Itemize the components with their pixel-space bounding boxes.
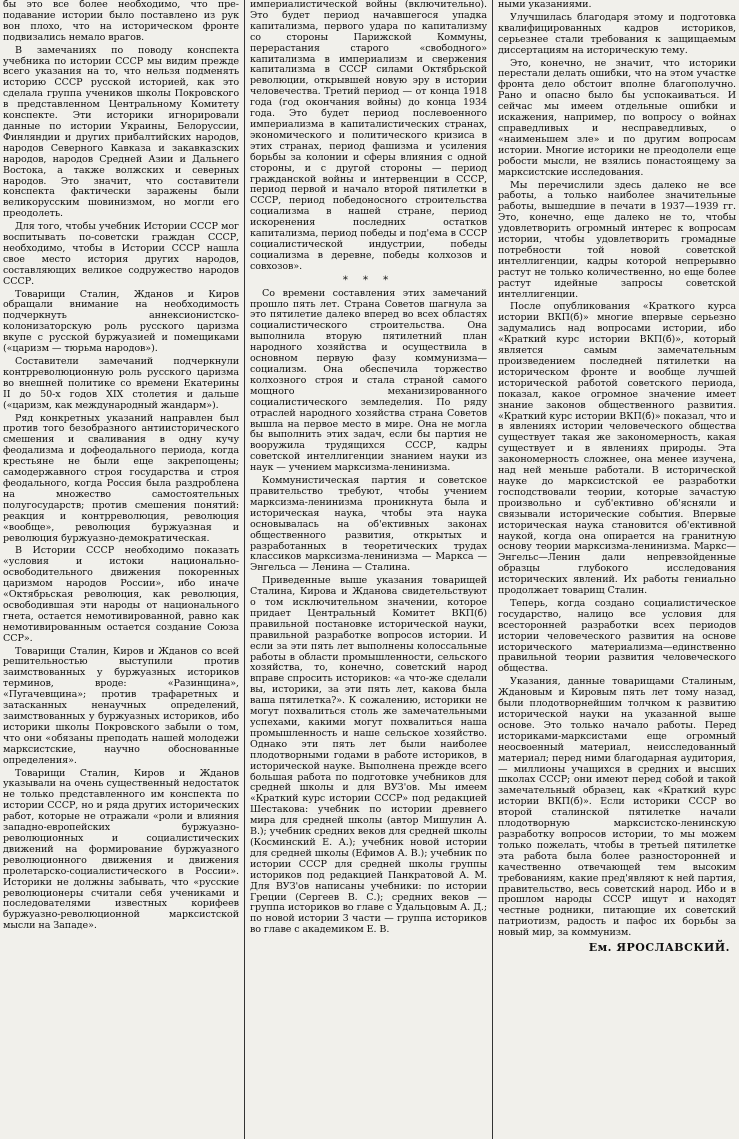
paragraph: Ряд конкретных указаний направлен был против того безобразного антиисторического смешения и сваливания в одну кучу феодализма и дофеодального периода, когда крестьяне не были еще закрепощены; самодержавного строя государства и строя феодального, когда Россия была раздроблена на множество самостоятельных полугосударств; против смешения понятий: реакция и контрреволюция, революция «вообще», революция буржуазная и революция буржуазно-демократическая. bbox=[3, 412, 239, 544]
paragraph: Для того, чтобы учебник Истории СССР мог воспитывать по-советски граждан СССР, необходимо, чтобы в Истории СССР нашла свое место история других народов, составляющих великое содружество народов СССР. bbox=[3, 221, 239, 287]
author-signature: Ем. ЯРОСЛАВСКИЙ. bbox=[588, 941, 730, 955]
paragraph: империалистической войны (включительно). Это будет период начавшегося упадка капитализма, первого удара по капитализму со стороны Парижской Коммуны, перерастания старого «свободного» капитализма в империализм и свержения капитализма в СССР силами Октябрьской революции, открывшей новую эру в истории человечества. Третий период — от конца 1918 года (год окончания войны) до конца 1934 года. Это будет период послевоенного империализма в капиталистических странах, экономического и политического кризиса в этих странах, период фашизма и усиления борьбы за колонии и сферы влияния с одной стороны, и с другой стороны — период гражданской войны и интервенции в СССР, период первой и начало второй пятилетки в СССР, период победоносного строительства социализма в нашей стране, период искоренения последних остатков капитализма, период победы и под'ема в СССР социалистической индустрии, победы социализма в деревне, победы колхозов и совхозов». bbox=[250, 0, 487, 272]
paragraph: Коммунистическая партия и советское правительство требуют, чтобы учением марксизма-ленинизма проникнута была и историческая наука, чтобы эта наука основывалась на об'ективных законах общественного развития, открытых и разработанных в теоретических трудах классиков марксизма-ленинизма — Маркса — Энгельса — Ленина — Сталина. bbox=[250, 475, 487, 574]
column-divider bbox=[492, 0, 493, 1139]
paragraph: В Истории СССР необходимо показать «условия и истоки национально-освободительного движения покоренных царизмом народов России», ибо иначе «Октябрьская революция, как революция, освободившая эти народы от национального гнета, остается немотивированной, равно как немотивированным остается создание Союза ССР». bbox=[3, 545, 239, 644]
paragraph: Улучшилась благодаря этому и подготовка квалифицированных кадров историков, серьезнее стали требования к защищаемым диссертациям на историческую тему. bbox=[498, 11, 736, 56]
paragraph: ными указаниями. bbox=[498, 0, 592, 10]
column-2 bbox=[247, 0, 490, 1139]
paragraph: После опубликования «Краткого курса истории ВКП(б)» многие впервые серьезно задумались над вопросами истории, ибо «Краткий курс истории ВКП(б)», который является самым замечательным произведением последней пятилетки на историческом фронте и вообще лучшей исторической работой советского периода, показал, какое огромное значение имеет знание законов общественного развития. «Краткий курс истории ВКП(б)» показал, что и в явлениях истории человеческого общества существует такая же закономерность, какая существует и в явлениях природы. Эта закономерность сложнее, она менее изучена, над ней меньше работали. В исторической науке до марксистской ее разработки господствовали теории, которые зачастую произвольно и суб'ективно об'ясняли и связывали исторические события. Впервые историческая наука становится об'ективной наукой, когда она опирается на гранитную основу теории марксизма-ленинизма. Маркс—Энгельс—Ленин дали непревзойденные образцы глубокого исследования исторических явлений. Их работы гениально продолжает товарищ Сталин. bbox=[498, 301, 736, 597]
column-divider bbox=[244, 0, 245, 1139]
paragraph: В замечаниях по поводу конспекта учебника по истории СССР мы видим прежде всего указания на то, что нельзя подменять историю СССР русской историей, как это сделала группа учеников школы Покровского в представленном Центральному Комитету конспекте. Эти историки игнорировали данные по истории Украины, Белоруссии, Финляндии и других прибалтийских народов, народов Северного Кавказа и закавказских народов, народов Средней Азии и Дальнего Востока, а также волжских и северных народов. Это значит, что составители конспекта фактически заражены были великорусским шовинизмом, но могли его преодолеть. bbox=[3, 44, 239, 220]
paragraph: Указания, данные товарищами Сталиным, Ждановым и Кировым пять лет тому назад, были плодотворнейшим толчком к развитию исторической науки на указанной выше основе. Это только начало работы. Перед историками-марксистами еще огромный неосвоенный материал, неисследованный материал; перед ними благодарная аудитория, — миллионы учащихся в средних и высших школах СССР; они имеют перед собой и такой замечательный образец, как «Краткий курс истории ВКП(б)». Если историки СССР во второй сталинской пятилетке начали плодотворную марксистско-ленинскую разработку вопросов истории, то мы можем только пожелать, чтобы в третьей пятилетке эта работа была более разносторонней и качественно отвечающей тем высоким требованиям, какие пред'являют к ней партия, правительство, весь советский народ. Ибо и в прошлом народы СССР ищут и находят честные родники, питающие их советский патриотизм, радость и пафос их борьбы за новый мир, за коммунизм. bbox=[498, 676, 736, 939]
paragraph: Со времени составления этих замечаний прошло пять лет. Страна Советов шагнула за это пятилетие далеко вперед во всех областях социалистического строительства. Она выполнила вторую пятилетний план народного хозяйства и осуществила в основном первую фазу коммунизма—социализм. Она обеспечила торжество колхозного строя и стала страной самого мощного механизированного социалистического земледелия. По ряду отраслей народного хозяйства страна Советов вышла на первое место в мире. Она не могла бы выполнить этих задач, если бы партия не вооружила трудящихся СССР, кадры советской интеллигенции знанием науки из наук — учением марксизма-ленинизма. bbox=[250, 287, 487, 474]
paragraph: Теперь, когда создано социалистическое государство, налицо все условия для всесторонней разработки всех периодов истории человеческого развития на основе исторического материализма—единственно правильной теории развития человеческого общества. bbox=[498, 597, 736, 675]
paragraph: Мы перечислили здесь далеко не все работы, а только наиболее значительные работы, вышедшие в печати в 1937—1939 гг. Это, конечно, еще далеко не то, чтобы удовлетворить огромный интерес к вопросам истории, чтобы удовлетворить громадные потребности той новой советской интеллигенции, кадры которой непрерывно растут не только количественно, но еще более растут идейные запросы советской интеллигенции. bbox=[498, 179, 736, 300]
column-1 bbox=[0, 0, 242, 1139]
paragraph: Товарищи Сталин, Киров и Жданов указывали на очень существенный недостаток не только представленного им конспекта по истории СССР, но и ряда других исторических работ, которые не отражали «роли и влияния западно-европейских буржуазно-революционных и социалистических движений на формирование буржуазного революционного движения и движения пролетарско-социалистического в России». Историки не должны забывать, что «русские революционеры считали себя учениками и последователями известных корифеев буржуазно-революционной марксистской мысли на Западе». bbox=[3, 767, 239, 932]
paragraph: Приведенные выше указания товарищей Сталина, Кирова и Жданова свидетельствуют о том исключительном значении, которое придает Центральный Комитет ВКП(б) правильной постановке исторической науки, правильной разработке вопросов истории. И если за эти пять лет выполнены колоссальные работы в области промышленности, сельского хозяйства, то, конечно, советский народ вправе спросить историков: «а что-же сделали вы, историки, за эти пять лет, какова была ваша пятилетка?». К сожалению, историки не могут похвалиться столь же замечательными успехами, какими могут похвалиться наша промышленность и наше сельское хозяйство. Однако эти пять лет были наиболее плодотворными годами в работе историков, в исторической науке. Выполнена прежде всего большая работа по подготовке учебников для средней школы и для ВУЗ'ов. Мы имеем «Краткий курс истории СССР» под редакцией Шестакова: учебник по истории древнего мира для средней школы (автор Мишулин А. В.); учебник средних веков для средней школы (Косминский Е. А.); учебник новой истории для средней школы (Ефимов А. В.); учебник по истории СССР для средней школы группы историков под редакцией Панкратовой А. М. Для ВУЗ'ов написаны учебники: по истории Греции (Сергеев В. С.); средних веков — группа историков во главе с Удальцовым А. Д.; по новой истории 3 части — группа историков во главе с академиком Е. В. bbox=[250, 575, 487, 936]
paragraph: бы это все более необходимо, что преподавание истории было поставлено из рук вон плохо, что на историческом фронте подвизались немало врагов. bbox=[3, 0, 239, 43]
column-3 bbox=[495, 0, 739, 1139]
paragraph: Товарищи Сталин, Киров и Жданов со всей решительностью выступили против заимствованных у буржуазных историков терминов, вроде: «Разинщина», «Пугачевщина»; против трафаретных и затасканных ненаучных определений, заимствованных у буржуазных историков, ибо историки школы Покровского забыли о том, что они «обязаны преподать нашей молодежи марксистские, научно обоснованные определения». bbox=[3, 645, 239, 766]
paragraph: Составители замечаний подчеркнули контрреволюционную роль русского царизма во внешней политике со времени Екатерины II до 50-х годов XIX столетия и дальше («царизм, как международный жандарм»). bbox=[3, 356, 239, 411]
section-separator: * * * bbox=[342, 274, 395, 286]
paragraph: Это, конечно, не значит, что историки перестали делать ошибки, что на этом участке фронта дело обстоит вполне благополучно. Рано и опасно было бы успокаиваться. И сейчас мы имеем отдельные ошибки и искажения, например, по вопросу о войнах справедливых и несправедливых, о «наименьшем зле» и по другим вопросам истории. Многие историки не преодолели еще робости мысли, не взялись понастоящему за марксистские исследования. bbox=[498, 57, 736, 178]
paragraph: Товарищи Сталин, Жданов и Киров обращали внимание на необходимость подчеркнуть аннексионистско-колонизаторскую роль русского царизма вкупе с русской буржуазией и помещиками («царизм — тюрьма народов»). bbox=[3, 288, 239, 355]
